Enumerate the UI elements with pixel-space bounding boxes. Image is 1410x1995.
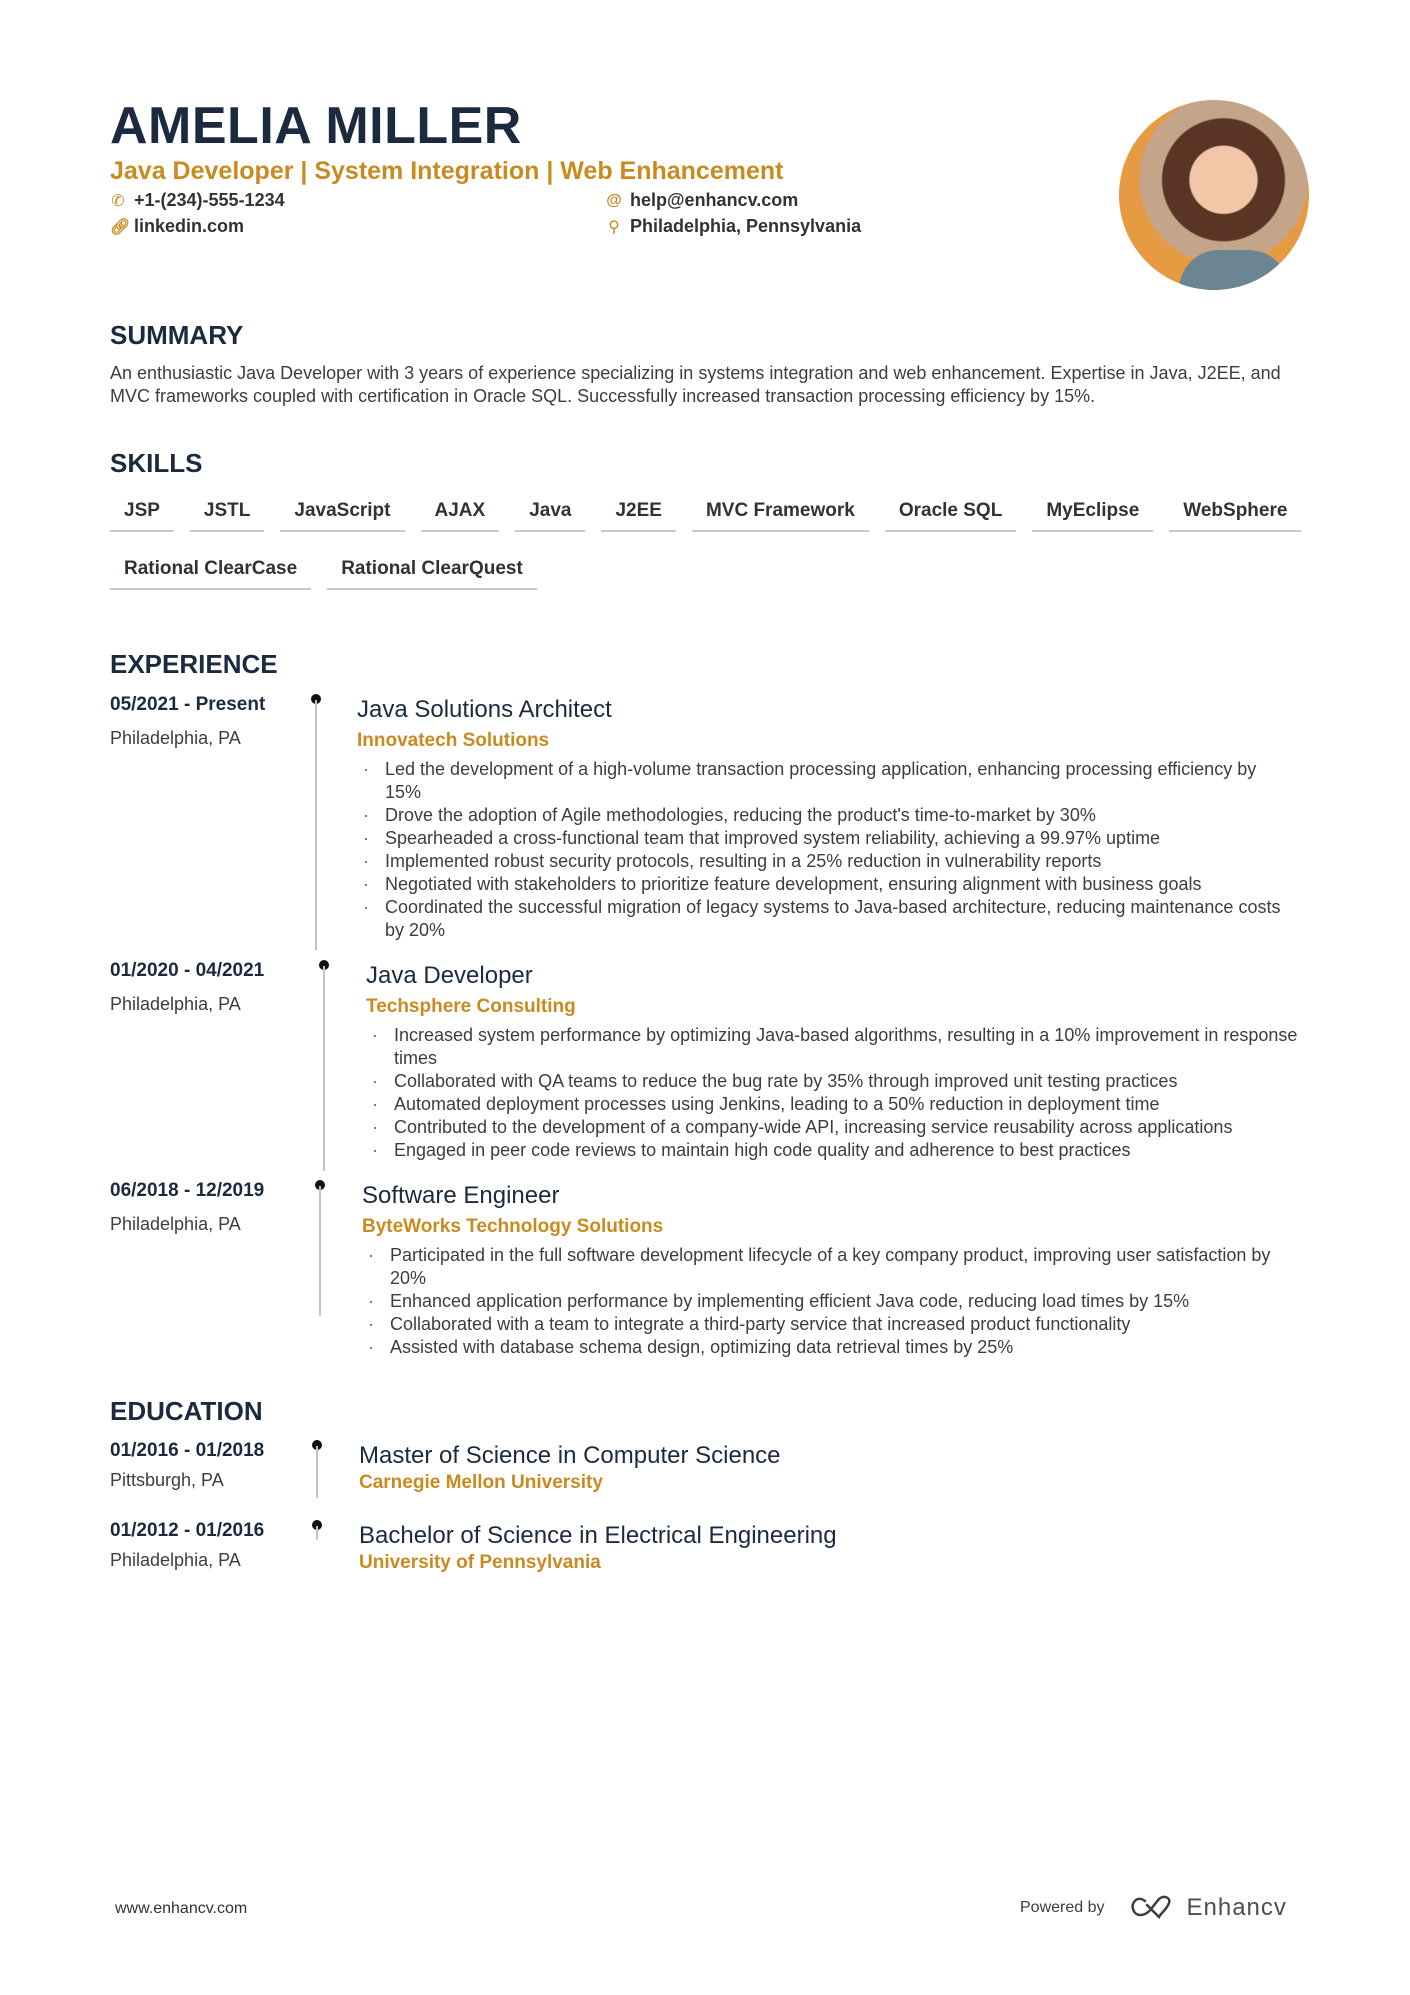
entry-date: 01/2012 - 01/2016 [110,1520,265,1541]
bullet: · Negotiated with stakeholders to prioritize feature development, ensuring alignment with business goals [357,873,1297,896]
bullet: · Assisted with database schema design, optimizing data retrieval times by 25% [362,1336,1302,1359]
location [606,216,861,237]
entry-location: Philadelphia, PA [110,1550,241,1570]
powered-by-text: Powered by [1020,1899,1105,1916]
enhancv-logo-icon [1129,1895,1175,1921]
entry-location: Philadelphia, PA [110,994,241,1014]
phone-icon: ✆ [111,192,125,210]
job-title: Java Developer [366,962,533,989]
skill-tag: J2EE [601,496,675,532]
school-name: University of Pennsylvania [359,1552,601,1573]
entry-date: 05/2021 - Present [110,694,266,715]
bullet: · Participated in the full software development lifecycle of a key company product, improving user satisfaction by 20% [362,1244,1302,1290]
bullet: · Coordinated the successful migration of legacy systems to Java-based architecture, reducing maintenance costs by 20% [357,896,1297,942]
timeline-line [316,1446,318,1498]
school-name: Carnegie Mellon University [359,1472,603,1493]
bullet: · Engaged in peer code reviews to maintain high code quality and adherence to best practices [366,1139,1306,1162]
location-pin-icon: ⚲ [608,218,620,236]
bullet: · Increased system performance by optimizing Java-based algorithms, resulting in a 10% improvement in response times [366,1024,1306,1070]
phone-text: +1-(234)-555-1234 [134,190,285,210]
company-name: ByteWorks Technology Solutions [362,1216,664,1237]
timeline-line [323,966,325,1171]
education-heading: EDUCATION [110,1396,263,1426]
candidate-name: AMELIA MILLER [110,97,522,155]
job-title: Software Engineer [362,1182,560,1209]
skill-tag: AJAX [421,496,500,532]
email[interactable] [606,190,798,211]
skill-tag: JavaScript [280,496,404,532]
entry-location: Philadelphia, PA [110,1214,241,1234]
entry-location: Pittsburgh, PA [110,1470,224,1490]
timeline-line [316,1526,318,1540]
bullet: · Drove the adoption of Agile methodologies, reducing the product's time-to-market by 30% [357,804,1297,827]
skill-tag: Oracle SQL [885,496,1017,532]
footer-website[interactable]: www.enhancv.com [115,1900,248,1917]
skill-tag: MyEclipse [1032,496,1153,532]
timeline-line [315,700,317,950]
degree: Master of Science in Computer Science [359,1442,781,1469]
degree: Bachelor of Science in Electrical Engineering [359,1522,837,1549]
skill-tag: JSTL [190,496,264,532]
skill-tag: Rational ClearCase [110,554,311,590]
candidate-subtitle: Java Developer | System Integration | Web Enhancement [110,157,784,185]
company-name: Techsphere Consulting [366,996,576,1017]
bullet: · Spearheaded a cross-functional team that improved system reliability, achieving a 99.97% uptime [357,827,1297,850]
skill-tag: Java [515,496,585,532]
experience-heading: EXPERIENCE [110,649,278,679]
entry-date: 01/2016 - 01/2018 [110,1440,265,1461]
timeline-line [319,1186,321,1316]
job-title: Java Solutions Architect [357,696,612,723]
skills-heading: SKILLS [110,448,203,478]
bullet: · Collaborated with a team to integrate a third-party service that increased product functionality [362,1313,1302,1336]
skill-tag: WebSphere [1169,496,1301,532]
at-icon: @ [606,191,622,209]
link-text[interactable]: linkedin.com [134,216,245,236]
bullet: · Automated deployment processes using Jenkins, leading to a 50% reduction in deployment time [366,1093,1306,1116]
skill-tag: Rational ClearQuest [327,554,537,590]
entry-location: Philadelphia, PA [110,728,241,748]
email-text[interactable]: help@enhancv.com [630,190,799,210]
footer-branding [1020,1894,1287,1922]
company-name: Innovatech Solutions [357,730,550,751]
bullet: · Implemented robust security protocols, resulting in a 25% reduction in vulnerability reports [357,850,1297,873]
bullet: · Contributed to the development of a company-wide API, increasing service reusability across applications [366,1116,1306,1139]
entry-date: 01/2020 - 04/2021 [110,960,265,981]
entry-date: 06/2018 - 12/2019 [110,1180,265,1201]
summary-text: An enthusiastic Java Developer with 3 years of experience specializing in systems integration and web enhancement. Expertise in Java, J2EE, and MVC frameworks coupled with certification in Oracle SQL. Successfully increased transaction processing efficiency by 15%. [110,363,1281,406]
profile-photo [1119,100,1309,290]
link-icon: 🔗︎ [110,218,131,236]
linkedin-link[interactable] [110,216,244,237]
summary-heading: SUMMARY [110,320,244,350]
skill-tag: JSP [110,496,174,532]
skill-tag: MVC Framework [692,496,869,532]
phone [110,190,285,211]
bullet: · Enhanced application performance by implementing efficient Java code, reducing load times by 15% [362,1290,1302,1313]
location-text: Philadelphia, Pennsylvania [630,216,862,236]
enhancv-brand: Enhancv [1186,1894,1287,1921]
skills-list [110,496,1310,590]
bullet: · Collaborated with QA teams to reduce the bug rate by 35% through improved unit testing practices [366,1070,1306,1093]
bullet: · Led the development of a high-volume transaction processing application, enhancing processing efficiency by 15% [357,758,1297,804]
